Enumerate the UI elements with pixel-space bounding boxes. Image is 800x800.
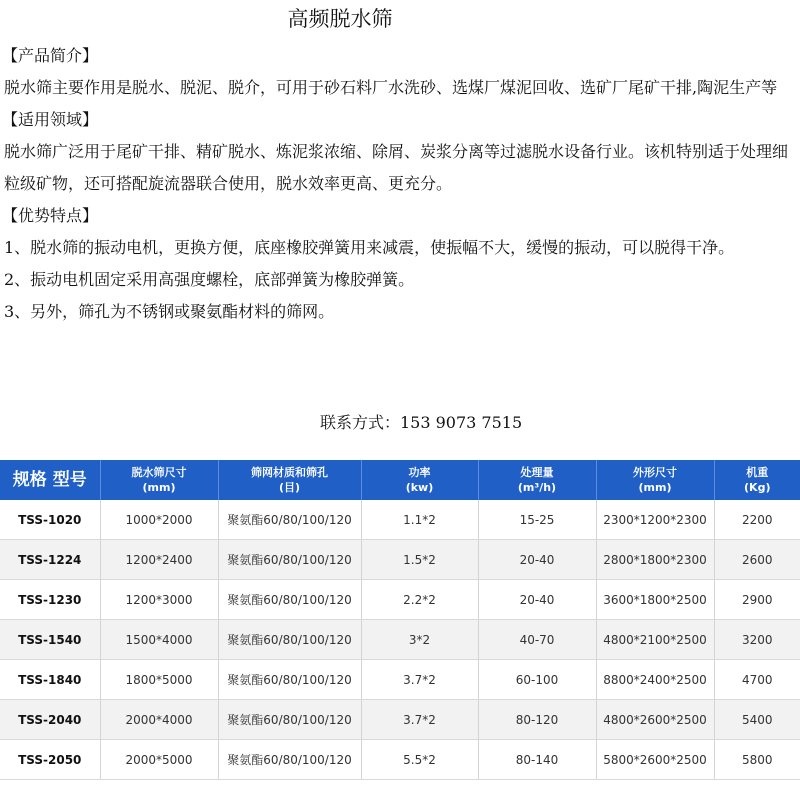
table-row [0, 660, 800, 700]
cell-capacity: 15-25 [478, 500, 596, 540]
cell-mesh-material: 聚氨酯60/80/100/120 [218, 500, 361, 540]
cell-dimensions: 4800*2100*2500 [596, 620, 714, 660]
cell-screen-size: 1000*2000 [100, 500, 218, 540]
cell-weight: 5400 [714, 700, 800, 740]
table-row [0, 740, 800, 780]
cell-mesh-material: 聚氨酯60/80/100/120 [218, 540, 361, 580]
section-heading-advantages: 【优势特点】 [2, 206, 99, 225]
cell-mesh-material: 聚氨酯60/80/100/120 [218, 580, 361, 620]
cell-power: 1.5*2 [361, 540, 478, 580]
cell-model: TSS-1224 [0, 540, 100, 580]
advantage-item-2: 2、振动电机固定采用高强度螺栓，底部弹簧为橡胶弹簧。 [4, 270, 415, 289]
cell-model: TSS-2040 [0, 700, 100, 740]
table-row [0, 620, 800, 660]
section-paragraph-applications: 脱水筛广泛用于尾矿干排、精矿脱水、炼泥浆浓缩、除屑、炭浆分离等过滤脱水设备行业。该机特别适于处理细粒级矿物，还可搭配旋流器联合使用，脱水效率更高、更充分。 [4, 142, 789, 193]
cell-screen-size: 2000*5000 [100, 740, 218, 780]
cell-mesh-material: 聚氨酯60/80/100/120 [218, 700, 361, 740]
cell-capacity: 20-40 [478, 580, 596, 620]
page-title: 高频脱水筛 [287, 7, 393, 31]
cell-capacity: 80-120 [478, 700, 596, 740]
cell-capacity: 20-40 [478, 540, 596, 580]
cell-power: 3.7*2 [361, 700, 478, 740]
cell-mesh-material: 聚氨酯60/80/100/120 [218, 660, 361, 700]
cell-mesh-material: 聚氨酯60/80/100/120 [218, 620, 361, 660]
cell-screen-size: 1500*4000 [100, 620, 218, 660]
cell-mesh-material: 聚氨酯60/80/100/120 [218, 740, 361, 780]
cell-capacity: 60-100 [478, 660, 596, 700]
cell-dimensions: 2800*1800*2300 [596, 540, 714, 580]
cell-weight: 3200 [714, 620, 800, 660]
cell-capacity: 40-70 [478, 620, 596, 660]
cell-screen-size: 1200*2400 [100, 540, 218, 580]
section-heading-applications: 【适用领域】 [2, 110, 99, 129]
table-row [0, 540, 800, 580]
cell-model: TSS-1840 [0, 660, 100, 700]
table-row [0, 580, 800, 620]
cell-power: 3.7*2 [361, 660, 478, 700]
header-screen-size: 脱水筛尺寸 (mm) [100, 460, 218, 500]
section-paragraph-intro: 脱水筛主要作用是脱水、脱泥、脱介，可用于砂石料厂水洗砂、选煤厂煤泥回收、选矿厂尾矿干排,陶泥生产等 [4, 78, 778, 97]
cell-screen-size: 1200*3000 [100, 580, 218, 620]
cell-power: 3*2 [361, 620, 478, 660]
spec-table [0, 460, 800, 780]
cell-model: TSS-2050 [0, 740, 100, 780]
cell-screen-size: 2000*4000 [100, 700, 218, 740]
cell-weight: 2200 [714, 500, 800, 540]
cell-weight: 2600 [714, 540, 800, 580]
header-dimensions: 外形尺寸 (mm) [596, 460, 714, 500]
product-description [2, 40, 798, 328]
contact-info: 联系方式：153 9073 7515 [320, 413, 523, 432]
header-capacity: 处理量 (m³/h) [478, 460, 596, 500]
cell-power: 2.2*2 [361, 580, 478, 620]
spec-table-header-row [0, 460, 800, 500]
header-weight: 机重 (Kg) [714, 460, 800, 500]
cell-power: 1.1*2 [361, 500, 478, 540]
cell-screen-size: 1800*5000 [100, 660, 218, 700]
header-power: 功率 (kw) [361, 460, 478, 500]
table-row [0, 500, 800, 540]
cell-model: TSS-1230 [0, 580, 100, 620]
section-heading-intro: 【产品简介】 [2, 46, 99, 65]
cell-dimensions: 8800*2400*2500 [596, 660, 714, 700]
advantage-item-3: 3、另外，筛孔为不锈钢或聚氨酯材料的筛网。 [4, 302, 335, 321]
header-model: 规格 型号 [0, 460, 100, 500]
cell-dimensions: 5800*2600*2500 [596, 740, 714, 780]
cell-dimensions: 3600*1800*2500 [596, 580, 714, 620]
cell-model: TSS-1540 [0, 620, 100, 660]
cell-model: TSS-1020 [0, 500, 100, 540]
cell-dimensions: 4800*2600*2500 [596, 700, 714, 740]
cell-dimensions: 2300*1200*2300 [596, 500, 714, 540]
advantage-item-1: 1、脱水筛的振动电机，更换方便，底座橡胶弹簧用来减震，使振幅不大，缓慢的振动，可以脱得干净。 [4, 238, 735, 257]
cell-power: 5.5*2 [361, 740, 478, 780]
header-mesh-material: 筛网材质和筛孔 (目) [218, 460, 361, 500]
cell-weight: 2900 [714, 580, 800, 620]
cell-weight: 5800 [714, 740, 800, 780]
cell-weight: 4700 [714, 660, 800, 700]
table-row [0, 700, 800, 740]
cell-capacity: 80-140 [478, 740, 596, 780]
